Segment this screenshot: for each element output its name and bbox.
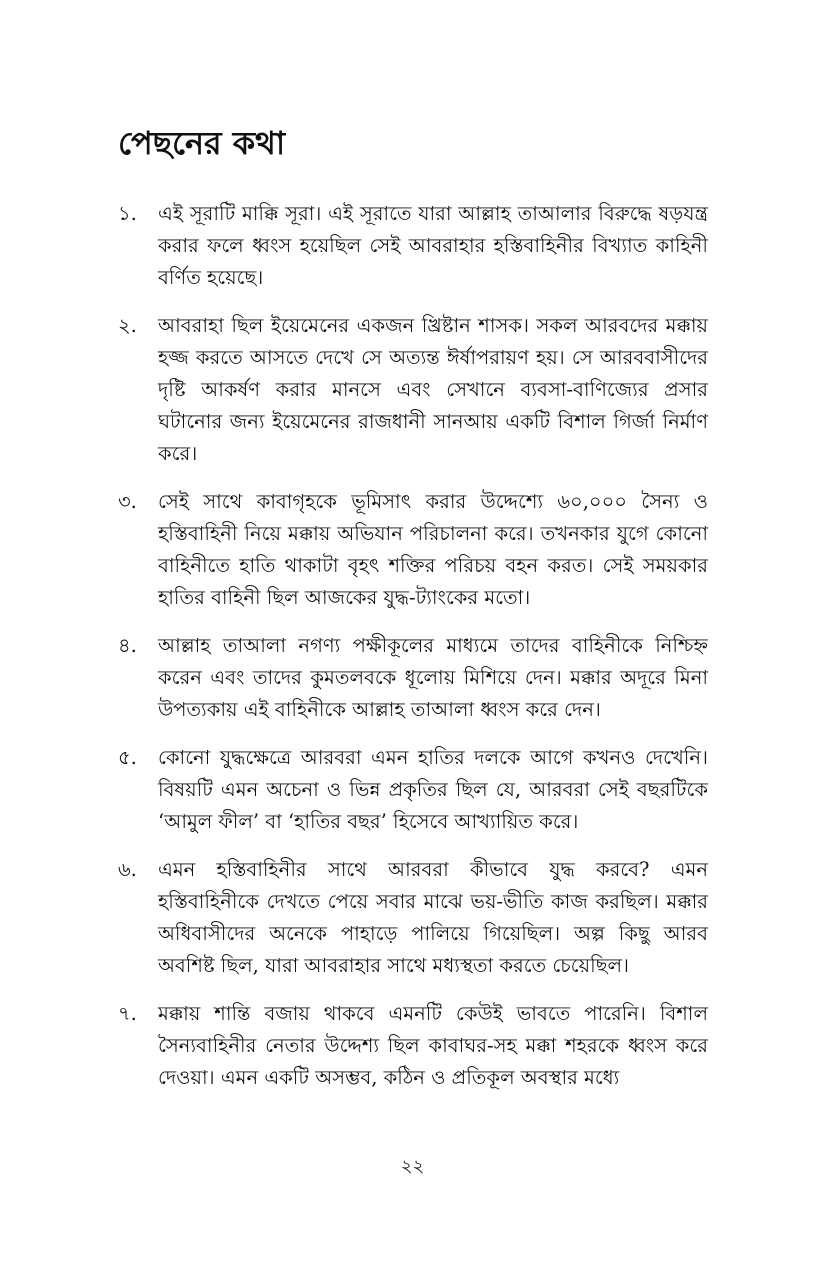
item-number: ৩. [118, 490, 137, 513]
item-text: কোনো যুদ্ধক্ষেত্রে আরবরা এমন হাতির দলকে আগে কখনও দেখেনি। বিষয়টি এমন অচেনা ও ভিন্ন প্রকৃতির ছিল যে, আরবরা সেই বছরটিকে ‘আমুল ফীল’ বা ‘হাতির বছর’ হিসেবে আখ্যায়িত করে। [158, 746, 708, 833]
item-text: মক্কায় শান্তি বজায় থাকবে এমনটি কেউই ভাবতে পারেনি। বিশাল সৈন্যবাহিনীর নেতার উদ্দেশ্য ছিল কাবাঘর-সহ মক্কা শহরকে ধ্বংস করে দেওয়া। এমন একটি অসম্ভব, কঠিন ও প্রতিকূল অবস্থার মধ্যে [158, 1002, 708, 1089]
list-item [118, 854, 708, 982]
item-number: ৫. [118, 746, 137, 769]
page-number: ২২ [400, 1156, 425, 1177]
numbered-list [118, 198, 708, 1110]
item-text: এমন হস্তিবাহিনীর সাথে আরবরা কীভাবে যুদ্ধ করবে? এমন হস্তিবাহিনীকে দেখতে পেয়ে সবার মাঝে ভয়-ভীতি কাজ করছিল। মক্কার অধিবাসীদের অনেকে পাহাড়ে পালিয়ে গিয়েছিল। অল্প কিছু আরব অবশিষ্ট ছিল, যারা আবরাহার সাথে মধ্যস্থতা করতে চেয়েছিল। [158, 858, 708, 977]
list-item [118, 486, 708, 614]
item-text: এই সূরাটি মাক্কি সূরা। এই সূরাতে যারা আল্লাহ তাআলার বিরুদ্ধে ষড়যন্ত্র করার ফলে ধ্বংস হয়েছিল সেই আবরাহার হস্তিবাহিনীর বিখ্যাত কাহিনী বর্ণিত হয়েছে। [158, 202, 708, 289]
list-item [118, 310, 708, 470]
item-text: আল্লাহ তাআলা নগণ্য পক্ষীকূলের মাধ্যমে তাদের বাহিনীকে নিশ্চিহ্ন করেন এবং তাদের কুমতলবকে ধূলোয় মিশিয়ে দেন। মক্কার অদূরে মিনা উপত্যকায় এই বাহিনীকে আল্লাহ তাআলা ধ্বংস করে দেন। [158, 634, 708, 721]
item-text: আবরাহা ছিল ইয়েমেনের একজন খ্রিষ্টান শাসক। সকল আরবদের মক্কায় হজ্জ করতে আসতে দেখে সে অত্যন্ত ঈর্ষাপরায়ণ হয়। সে আরববাসীদের দৃষ্টি আকর্ষণ করার মানসে এবং সেখানে ব্যবসা-বাণিজ্যের প্রসার ঘটানোর জন্য ইয়েমেনের রাজধানী সানআয় একটি বিশাল গির্জা নির্মাণ করে। [158, 314, 708, 465]
item-number: ৭. [118, 1002, 137, 1025]
item-number: ২. [118, 314, 137, 337]
item-number: ৬. [118, 858, 137, 881]
list-item [118, 630, 708, 726]
list-item [118, 998, 708, 1094]
item-text: সেই সাথে কাবাগৃহকে ভূমিসাৎ করার উদ্দেশ্যে ৬০,০০০ সৈন্য ও হস্তিবাহিনী নিয়ে মক্কায় অভিযান পরিচালনা করে। তখনকার যুগে কোনো বাহিনীতে হাতি থাকাটা বৃহৎ শক্তির পরিচয় বহন করত। সেই সময়কার হাতির বাহিনী ছিল আজকের যুদ্ধ-ট্যাংকের মতো। [158, 490, 708, 609]
item-number: ৪. [118, 634, 137, 657]
list-item [118, 198, 708, 294]
item-number: ১. [118, 202, 137, 225]
section-heading: পেছনের কথা [118, 124, 286, 162]
list-item [118, 742, 708, 838]
